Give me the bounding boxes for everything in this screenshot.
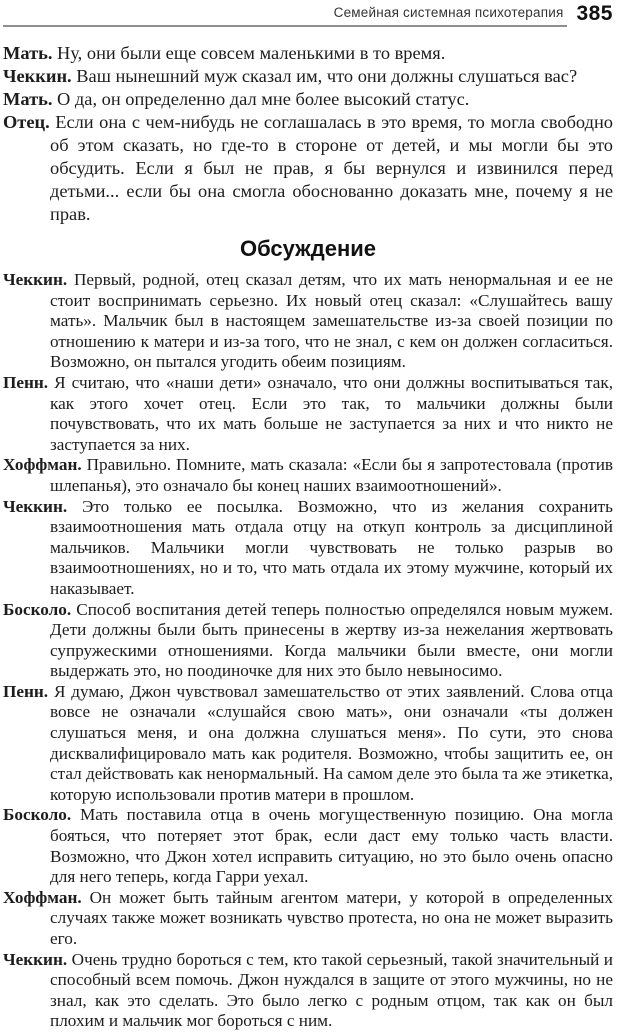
page-header: [3, 4, 613, 27]
dialogue-paragraph: [3, 42, 613, 65]
speaker-name: Отец.: [3, 112, 50, 132]
speech-text: Очень трудно бороться с тем, кто такой серьезный, такой значительный и способный всем помочь. Джон нуждался в защите от этого мужчины, но не знал, как это сделать. Это было легко с родным отцом, так как он был плохим и мальчик мог бороться с ним.: [50, 949, 613, 1031]
speech-text: Если она с чем-нибудь не соглашалась в это время, то могла свободно об этом сказать, но где-то в стороне от детей, и мы могли бы это обсудить. Если я был не прав, я бы вернулся и извинился перед детьми... если бы она смогла обоснованно доказать мне, почему я не прав.: [50, 112, 613, 224]
dialogue-paragraph: [3, 805, 613, 887]
speaker-name: Чеккин.: [3, 949, 68, 969]
speech-text: Это только ее посылка. Возможно, что из желания сохранить взаимоотношения мать отдала отцу на откуп контроль за дисциплиной мальчиков. Мальчики могли чувствовать не только разрыв во взаимоотношениях, но и то, что мать отдала их этому мужчине, который их наказывает.: [50, 496, 613, 598]
dialogue-paragraph: [3, 950, 613, 1032]
speech-text: Я считаю, что «наши дети» означало, что они должны воспитываться так, как этого хочет отец. Если это так, то мальчики должны были почувствовать, что их мать больше не заступается за них и что никто не заступается за них.: [50, 372, 614, 454]
discussion-section: [3, 270, 613, 1032]
page-number: 385: [576, 2, 613, 25]
header-title-area: [3, 4, 567, 27]
speaker-name: Пенн.: [3, 372, 49, 392]
speech-text: Он может быть тайным агентом матери, у которой в определенных случаях также может возникать чувство протеста, но она не может выразить его.: [50, 887, 613, 948]
section-heading: Обсуждение: [240, 236, 376, 261]
speech-text: О да, он определенно дал мне более высокий статус.: [57, 89, 470, 109]
dialogue-paragraph: [3, 682, 613, 806]
header-divider: [3, 25, 567, 27]
dialogue-paragraph: [3, 497, 613, 600]
dialogue-paragraph: [3, 455, 613, 496]
speech-text: Мать поставила отца в очень могущественную позицию. Она могла бояться, что потеряет этот брак, если даст ему только часть власти. Возможно, что Джон хотел исправить ситуацию, но это было очень опасно для него теперь, когда Гарри уехал.: [50, 805, 613, 887]
speech-text: Я думаю, Джон чувствовал замешательство от этих заявлений. Слова отца вовсе не означали «слушайся свою мать», они означали «ты должен слушаться меня, и она должна слушаться меня». По сути, это снова дисквалифицировало мать как родителя. Возможно, чтобы защитить ее, он стал действовать как ненормальный. На самом деле это была та же этикетка, которую использовали против матери в прошлом.: [50, 681, 613, 804]
speaker-name: Чеккин.: [3, 66, 72, 86]
dialogue-section: [3, 42, 613, 226]
speaker-name: Хоффман.: [3, 455, 82, 475]
speaker-name: Чеккин.: [3, 270, 68, 289]
speaker-name: Хоффман.: [3, 887, 82, 907]
speaker-name: Босколо.: [3, 599, 72, 619]
speaker-name: Пенн.: [3, 681, 49, 701]
speech-text: Ваш нынешний муж сказал им, что они должны слушаться вас?: [76, 66, 578, 86]
speaker-name: Чеккин.: [3, 496, 68, 516]
dialogue-paragraph: [3, 65, 613, 88]
speech-text: Первый, родной, отец сказал детям, что их мать ненормальная и ее не стоит воспринимать серьезно. Их новый отец сказал: «Слушайтесь вашу мать». Мальчик был в настоящем замешательстве из-за своей позиции по отношению к матери и из-за того, что не знал, с кем он должен согласиться. Возможно, он пытался угодить обеим позициям.: [50, 270, 613, 372]
running-title: Семейная системная психотерапия: [333, 5, 564, 20]
dialogue-paragraph: [3, 111, 613, 226]
page-body: [3, 42, 613, 1032]
speech-text: Правильно. Помните, мать сказала: «Если бы я запротестовала (против шлепанья), это означало бы конец наших взаимоотношений».: [50, 455, 614, 495]
speaker-name: Мать.: [3, 89, 53, 109]
dialogue-paragraph: [3, 88, 613, 111]
speech-text: Ну, они были еще совсем маленькими в то время.: [57, 43, 446, 63]
speech-text: Способ воспитания детей теперь полностью определялся новым мужем. Дети должны были быть принесены в жертву из-за нежелания жертвовать супружескими отношениями. Когда мальчики были вместе, они могли выдержать это, но поодиночке для них это было невыносимо.: [50, 599, 614, 681]
dialogue-paragraph: [3, 373, 613, 455]
speaker-name: Мать.: [3, 43, 53, 63]
dialogue-paragraph: [3, 600, 613, 682]
speaker-name: Босколо.: [3, 805, 72, 825]
dialogue-paragraph: [3, 888, 613, 950]
dialogue-paragraph: [3, 270, 613, 373]
